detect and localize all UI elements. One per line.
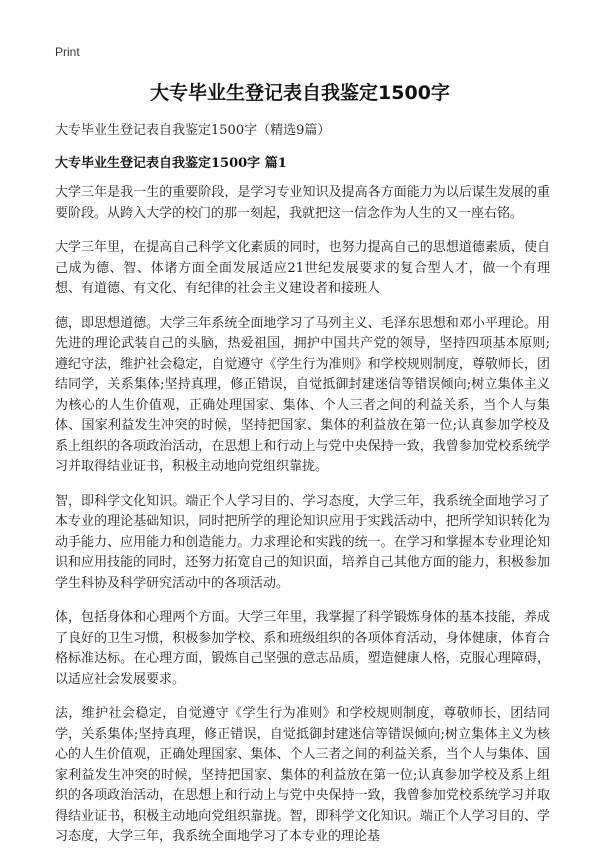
section-heading: 大专毕业生登记表自我鉴定1500字 篇1 [55, 156, 287, 171]
document-body [55, 183, 550, 862]
document-title: 大专毕业生登记表自我鉴定1500字 [150, 82, 450, 104]
paragraph: 德，即思想道德。大学三年系统全面地学习了马列主义、毛泽东思想和邓小平理论。用先进的理论武装自己的头脑，热爱祖国，拥护中国共产党的领导，坚持四项基本原则;遵纪守法，维护社会稳定，自觉遵守《学生行为准则》和学校规则制度，尊敬师长，团结同学，关系集体;坚持真理，修正错误，自觉抵御封建迷信等错误倾向;树立集体主义为核心的人生价值观，正确处理国家、集体、个人三者之间的利益关系，当个人与集体、国家利益发生冲突的时候，坚持把国家、集体的利益放在第一位;认真参加学校及系上组织的各项政治活动，在思想上和行动上与党中央保持一致，我曾参加党校系统学习并取得结业证书，积极主动地向党组织靠拢。 [55, 315, 550, 474]
print-link[interactable]: Print [55, 45, 80, 59]
document-subtitle: 大专毕业生登记表自我鉴定1500字（精选9篇） [55, 123, 331, 138]
paragraph: 智，即科学文化知识。端正个人学习目的、学习态度，大学三年，我系统全面地学习了本专业的理论基础知识，同时把所学的理论知识应用于实践活动中，把所学知识转化为动手能力、应用能力和创造能力。力求理论和实践的统一。在学习和掌握本专业理论知识和应用技能的同时，还努力拓宽自己的知识面，培养自己其他方面的能力，积极参加学生科协及科学研究活动中的各项活动。 [55, 493, 550, 591]
paragraph: 法，维护社会稳定，自觉遵守《学生行为准则》和学校规则制度，尊敬师长，团结同学，关系集体;坚持真理，修正错误，自觉抵御封建迷信等错误倾向;树立集体主义为核心的人生价值观，正确处理国家、集体、个人三者之间的利益关系，当个人与集体、国家利益发生冲突的时候，坚持把国家、集体的利益放在第一位;认真参加学校及系上组织的各项政治活动，在思想上和行动上与党中央保持一致，我曾参加党校系统学习并取得结业证书，积极主动地向党组织靠拢。智，即科学文化知识。端正个人学习目的、学习态度，大学三年，我系统全面地学习了本专业的理论基 [55, 706, 550, 844]
paragraph: 大学三年是我一生的重要阶段，是学习专业知识及提高各方面能力为以后谋生发展的重要阶段。从跨入大学的校门的那一刻起，我就把这一信念作为人生的又一座右铭。 [55, 185, 550, 221]
paragraph: 体，包括身体和心理两个方面。大学三年里，我掌握了科学锻炼身体的基本技能，养成了良好的卫生习惯，积极参加学校、系和班级组织的各项体育活动，身体健康，体育合格标准达标。在心理方面，锻炼自己坚强的意志品质，塑造健康人格，克服心理障碍，以适应社会发展要求。 [55, 610, 550, 687]
paragraph: 大学三年里，在提高自己科学文化素质的同时，也努力提高自己的思想道德素质，使自己成为德、智、体诸方面全面发展适应21世纪发展要求的复合型人才，做一个有理想、有道德、有文化、有纪律的社会主义建设者和接班人 [55, 240, 550, 296]
